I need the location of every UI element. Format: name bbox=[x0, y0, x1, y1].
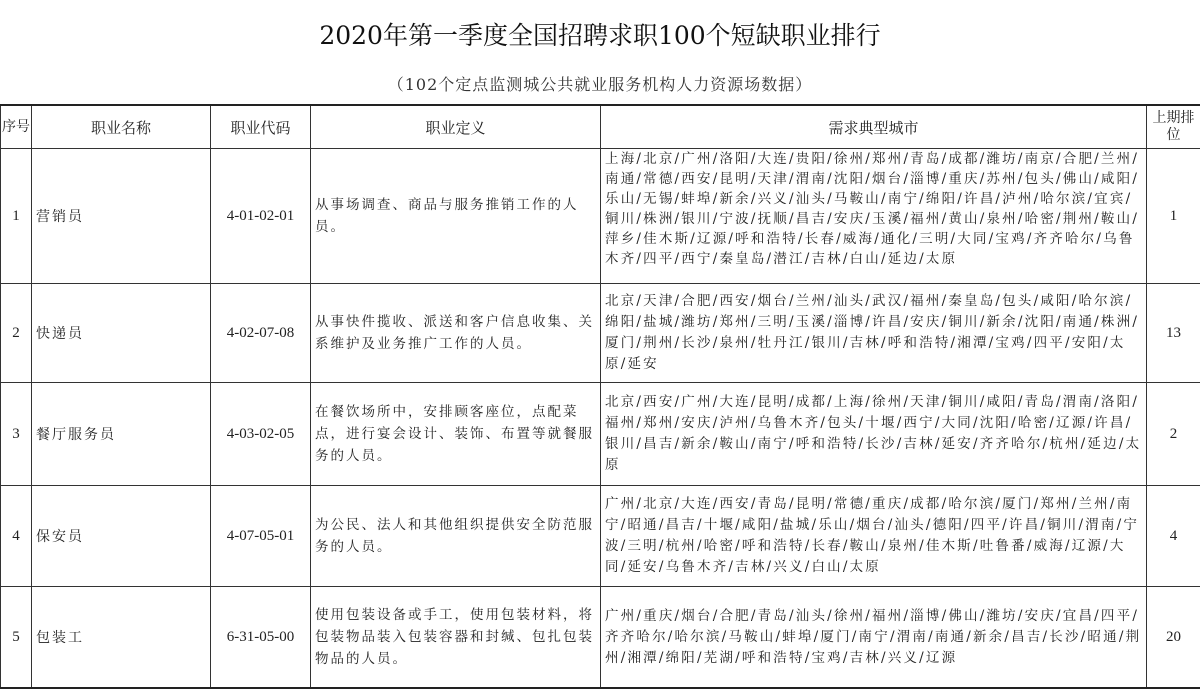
cell-definition: 在餐饮场所中，安排顾客座位，点配菜点，进行宴会设计、装饰、布置等就餐服务的人员。 bbox=[311, 383, 601, 486]
cell-name: 快递员 bbox=[32, 284, 211, 383]
cell-name: 包装工 bbox=[32, 587, 211, 689]
cell-cities: 北京/西安/广州/大连/昆明/成都/上海/徐州/天津/铜川/咸阳/青岛/渭南/洛阳/福州/郑州/安庆/泸州/乌鲁木齐/包头/十堰/西宁/大同/沈阳/哈密/辽源/许昌/银川/昌吉/新余/鞍山/南宁/呼和浩特/长沙/吉林/延安/齐齐哈尔/杭州/延边/太原 bbox=[601, 383, 1147, 486]
header-name: 职业名称 bbox=[32, 105, 211, 149]
table-row bbox=[1, 486, 1200, 587]
cell-cities: 北京/天津/合肥/西安/烟台/兰州/汕头/武汉/福州/秦皇岛/包头/咸阳/哈尔滨/绵阳/盐城/潍坊/郑州/三明/玉溪/淄博/许昌/安庆/铜川/新余/沈阳/南通/株洲/厦门/荆州/长沙/泉州/牡丹江/银川/吉林/呼和浩特/湘潭/宝鸡/四平/安阳/太原/延安 bbox=[601, 284, 1147, 383]
cell-prev-rank: 20 bbox=[1147, 587, 1200, 689]
cell-code: 4-01-02-01 bbox=[211, 149, 311, 284]
cell-definition: 使用包装设备或手工，使用包装材料，将包装物品装入包装容器和封缄、包扎包装物品的人员。 bbox=[311, 587, 601, 689]
cell-code: 4-07-05-01 bbox=[211, 486, 311, 587]
document-title: 2020年第一季度全国招聘求职100个短缺职业排行 bbox=[319, 21, 881, 50]
table-row bbox=[1, 149, 1200, 284]
cell-definition: 为公民、法人和其他组织提供安全防范服务的人员。 bbox=[311, 486, 601, 587]
cell-no: 4 bbox=[1, 486, 32, 587]
cell-no: 2 bbox=[1, 284, 32, 383]
cell-no: 5 bbox=[1, 587, 32, 689]
header-no: 序号 bbox=[1, 105, 32, 149]
table-row bbox=[1, 587, 1200, 689]
cell-name: 营销员 bbox=[32, 149, 211, 284]
cell-no: 3 bbox=[1, 383, 32, 486]
cell-cities: 上海/北京/广州/洛阳/大连/贵阳/徐州/郑州/青岛/成都/潍坊/南京/合肥/兰州/南通/常德/西安/昆明/天津/渭南/沈阳/烟台/淄博/重庆/苏州/包头/佛山/咸阳/乐山/无锡/蚌埠/新余/兴义/汕头/马鞍山/南宁/绵阳/许昌/泸州/哈尔滨/宜宾/铜川/株洲/银川/宁波/抚顺/昌吉/安庆/玉溪/福州/黄山/泉州/哈密/荆州/鞍山/萍乡/佳木斯/辽源/呼和浩特/长春/威海/通化/三明/大同/宝鸡/齐齐哈尔/乌鲁木齐/四平/西宁/秦皇岛/潜江/吉林/白山/延边/太原 bbox=[601, 149, 1147, 284]
table-header-row bbox=[1, 105, 1200, 149]
cell-code: 4-02-07-08 bbox=[211, 284, 311, 383]
document-subtitle: （102个定点监测城公共就业服务机构人力资源场数据） bbox=[387, 75, 813, 94]
cell-definition: 从事场调查、商品与服务推销工作的人员。 bbox=[311, 149, 601, 284]
header-cities: 需求典型城市 bbox=[601, 105, 1147, 149]
cell-name: 保安员 bbox=[32, 486, 211, 587]
cell-cities: 广州/重庆/烟台/合肥/青岛/汕头/徐州/福州/淄博/佛山/潍坊/安庆/宜昌/四平/齐齐哈尔/哈尔滨/马鞍山/蚌埠/厦门/南宁/渭南/南通/新余/昌吉/长沙/昭通/荆州/湘潭/绵阳/芜湖/呼和浩特/宝鸡/吉林/兴义/辽源 bbox=[601, 587, 1147, 689]
shortage-occupations-table bbox=[0, 104, 1200, 689]
cell-definition: 从事快件揽收、派送和客户信息收集、关系维护及业务推广工作的人员。 bbox=[311, 284, 601, 383]
header-prev-rank: 上期排位 bbox=[1147, 105, 1200, 149]
cell-prev-rank: 1 bbox=[1147, 149, 1200, 284]
cell-name: 餐厅服务员 bbox=[32, 383, 211, 486]
cell-code: 4-03-02-05 bbox=[211, 383, 311, 486]
header-definition: 职业定义 bbox=[311, 105, 601, 149]
header-code: 职业代码 bbox=[211, 105, 311, 149]
cell-prev-rank: 13 bbox=[1147, 284, 1200, 383]
table-row bbox=[1, 383, 1200, 486]
cell-code: 6-31-05-00 bbox=[211, 587, 311, 689]
table-row bbox=[1, 284, 1200, 383]
cell-no: 1 bbox=[1, 149, 32, 284]
cell-cities: 广州/北京/大连/西安/青岛/昆明/常德/重庆/成都/哈尔滨/厦门/郑州/兰州/南宁/昭通/昌吉/十堰/咸阳/盐城/乐山/烟台/汕头/德阳/四平/许昌/铜川/渭南/宁波/三明/杭州/哈密/呼和浩特/长春/鞍山/泉州/佳木斯/吐鲁番/威海/辽源/大同/延安/乌鲁木齐/吉林/兴义/白山/太原 bbox=[601, 486, 1147, 587]
cell-prev-rank: 2 bbox=[1147, 383, 1200, 486]
cell-prev-rank: 4 bbox=[1147, 486, 1200, 587]
